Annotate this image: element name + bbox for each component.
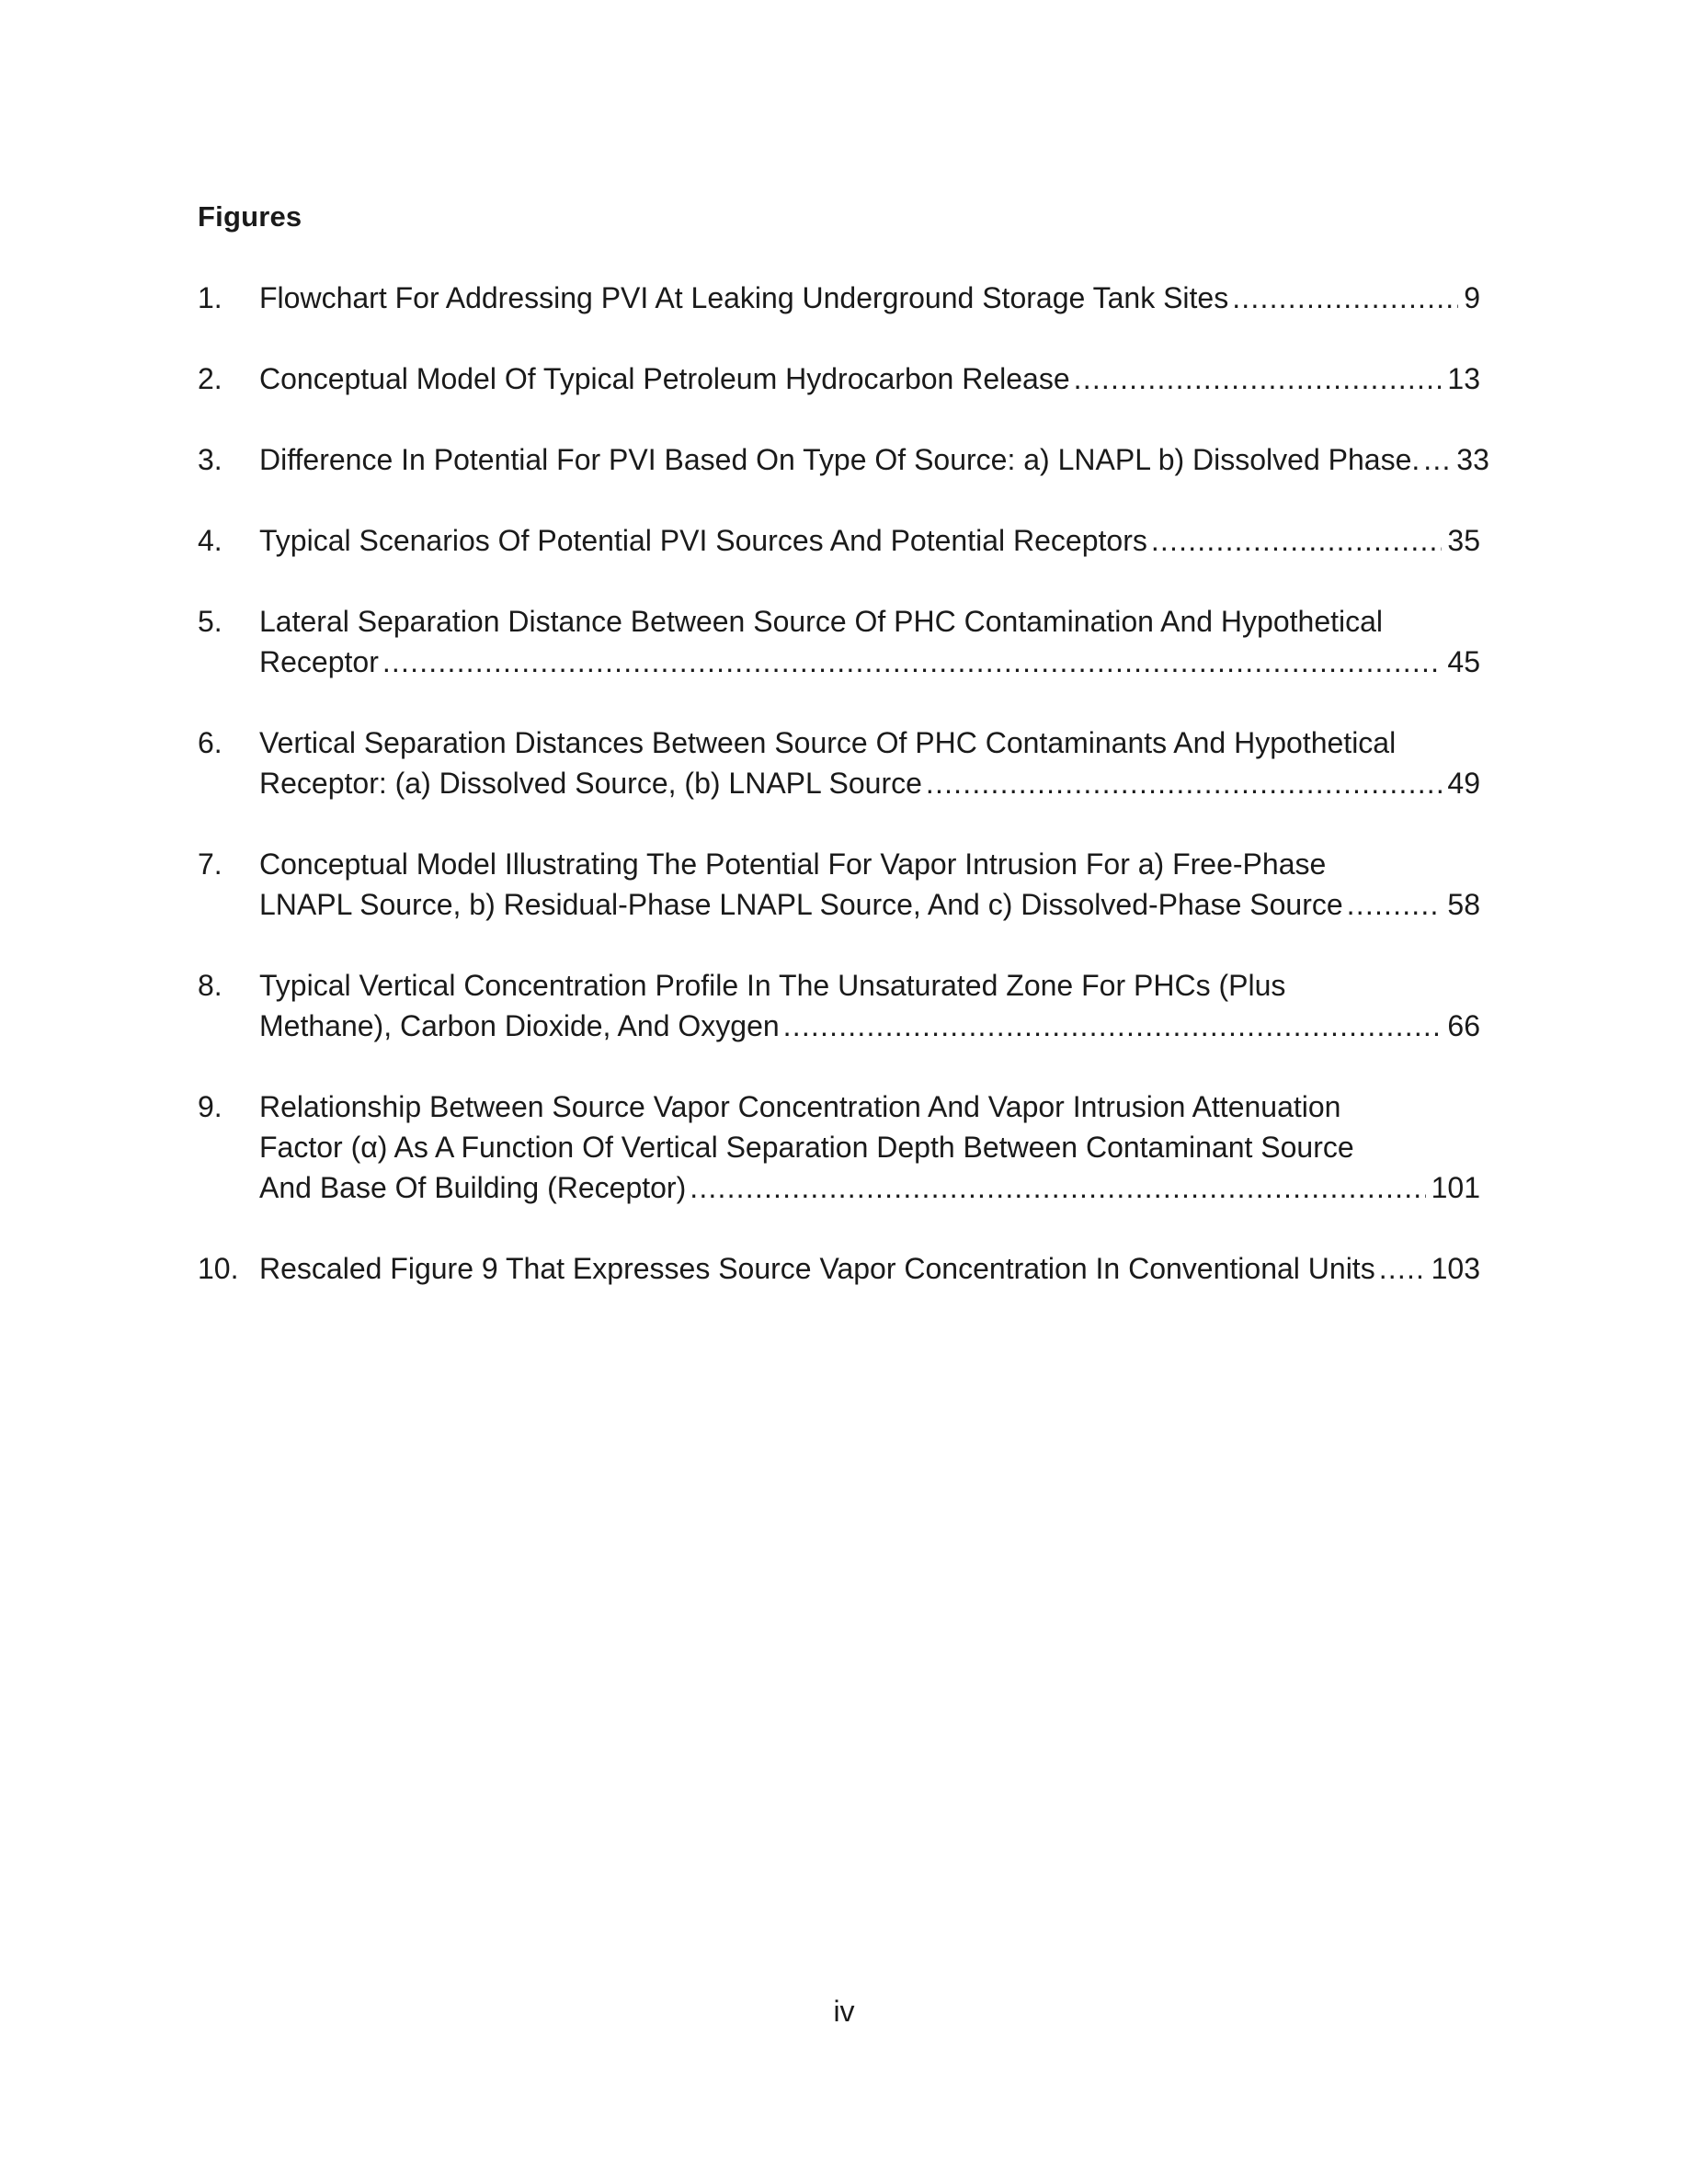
entry-title: Flowchart For Addressing PVI At Leaking Underground Storage Tank Sites — [259, 281, 1229, 314]
entry-number: 10. — [198, 1252, 239, 1285]
toc-entry[interactable] — [198, 358, 1480, 399]
dot-leader — [783, 1006, 1443, 1046]
dot-leader — [1151, 520, 1443, 561]
entry-title-lead: Vertical Separation Distances Between Source Of PHC Contaminants And Hypothetical — [259, 726, 1397, 759]
dot-leader — [1074, 358, 1443, 399]
toc-entry[interactable] — [198, 965, 1480, 1046]
entry-page-number: 45 — [1447, 645, 1480, 678]
entry-page-number: 101 — [1431, 1171, 1480, 1204]
toc-entry[interactable] — [198, 520, 1480, 561]
entry-page-number: 49 — [1447, 767, 1480, 800]
entry-page-number: 58 — [1447, 888, 1480, 921]
entry-title: LNAPL Source, b) Residual-Phase LNAPL Source, And c) Dissolved-Phase Source — [259, 888, 1343, 921]
entry-page-number: 103 — [1431, 1252, 1480, 1285]
entry-number: 3. — [198, 443, 222, 476]
entry-title: Rescaled Figure 9 That Expresses Source Vapor Concentration In Conventional Units — [259, 1252, 1375, 1285]
entry-number: 7. — [198, 847, 222, 881]
dot-leader — [1232, 278, 1458, 318]
toc-entry[interactable] — [198, 1086, 1480, 1208]
toc-entry[interactable] — [198, 601, 1480, 682]
entry-title-lead: Conceptual Model Illustrating The Potential For Vapor Intrusion For a) Free-Phase — [259, 847, 1327, 881]
entry-number: 2. — [198, 362, 222, 395]
entry-page-number: 9 — [1464, 281, 1480, 314]
entry-number: 1. — [198, 281, 222, 314]
entry-title: Conceptual Model Of Typical Petroleum Hydrocarbon Release — [259, 362, 1070, 395]
dot-leader — [382, 642, 1443, 682]
dot-leader — [1347, 884, 1443, 925]
toc-entry[interactable] — [198, 722, 1480, 803]
toc-entry[interactable] — [198, 439, 1489, 480]
toc-entry[interactable] — [198, 278, 1480, 318]
entry-title-lead: Lateral Separation Distance Between Source Of PHC Contamination And Hypothetical — [259, 605, 1384, 638]
toc-entry[interactable] — [198, 1248, 1480, 1289]
entry-title-lead: Relationship Between Source Vapor Concentration And Vapor Intrusion Attenuation Factor (α) As A Function Of Vertical Separation Depth Between Contaminant Source — [259, 1090, 1354, 1164]
entry-title: And Base Of Building (Receptor) — [259, 1171, 687, 1204]
dot-leader — [926, 763, 1443, 803]
page-number: iv — [833, 1995, 855, 2028]
entry-page-number: 13 — [1447, 362, 1480, 395]
entry-number: 4. — [198, 524, 222, 557]
figures-list — [198, 278, 1489, 1329]
entry-page-number: 35 — [1447, 524, 1480, 557]
entry-title: Methane), Carbon Dioxide, And Oxygen — [259, 1009, 780, 1042]
entry-page-number: 33 — [1456, 443, 1489, 476]
entry-number: 5. — [198, 605, 222, 638]
entry-title: Receptor: (a) Dissolved Source, (b) LNAPL Source — [259, 767, 922, 800]
entry-title-lead: Typical Vertical Concentration Profile In The Unsaturated Zone For PHCs (Plus — [259, 969, 1286, 1002]
entry-number: 6. — [198, 726, 222, 759]
dot-leader — [690, 1167, 1425, 1208]
dot-leader — [1423, 439, 1451, 480]
entry-title: Typical Scenarios Of Potential PVI Sources And Potential Receptors — [259, 524, 1147, 557]
entry-number: 8. — [198, 969, 222, 1002]
entry-title: Receptor — [259, 645, 379, 678]
toc-entry[interactable] — [198, 844, 1480, 925]
entry-page-number: 66 — [1447, 1009, 1480, 1042]
entry-title: Difference In Potential For PVI Based On Type Of Source: a) LNAPL b) Dissolved Phase. — [259, 443, 1420, 476]
entry-number: 9. — [198, 1090, 222, 1123]
dot-leader — [1379, 1248, 1426, 1289]
section-heading: Figures — [198, 200, 302, 233]
